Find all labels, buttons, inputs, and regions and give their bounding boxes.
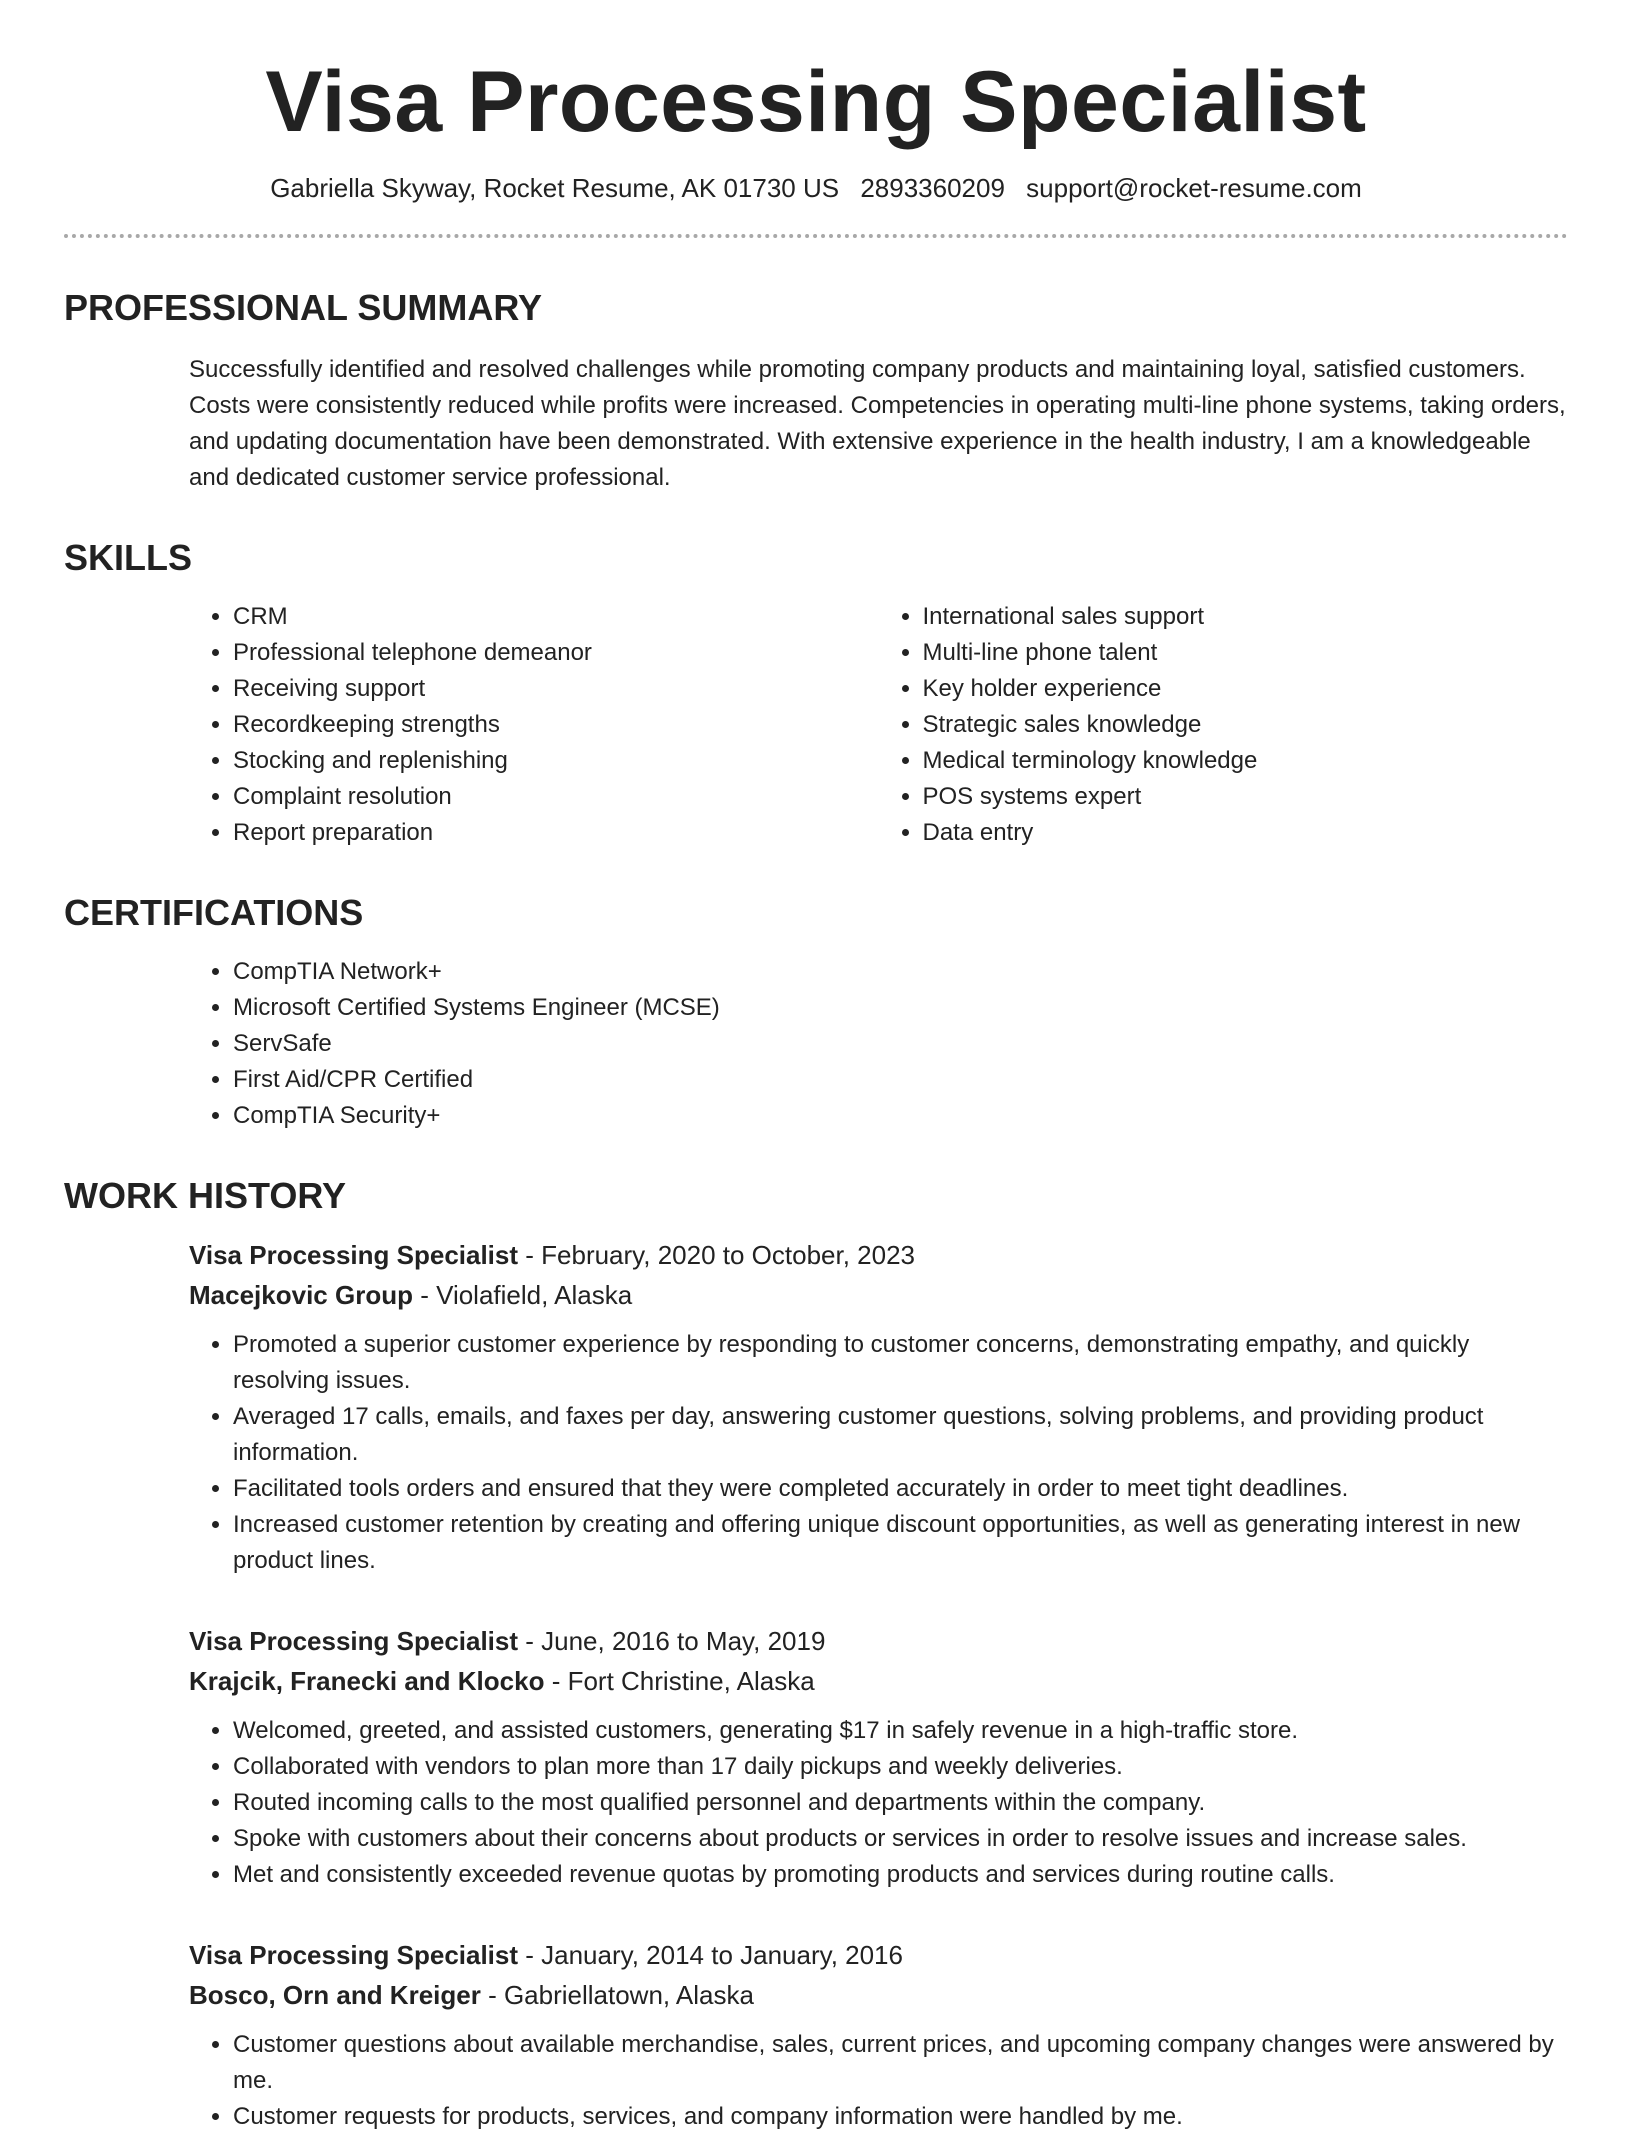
resume-header bbox=[64, 0, 1568, 204]
summary-heading: PROFESSIONAL SUMMARY bbox=[64, 287, 543, 329]
job-location: - Fort Christine, Alaska bbox=[544, 1666, 815, 1697]
job-company: Bosco, Orn and Kreiger bbox=[189, 1980, 481, 2011]
job-bullet: • Customer requests for products, services, and company information were handled by me. bbox=[233, 2099, 1568, 2135]
contact-email: support@rocket-resume.com bbox=[1026, 173, 1362, 204]
certifications-list bbox=[189, 954, 1568, 1134]
job-location: - Gabriellatown, Alaska bbox=[480, 1980, 754, 2011]
header-divider bbox=[64, 234, 1568, 238]
skill-item: • Multi-line phone talent bbox=[923, 635, 1569, 671]
job-bullet: • Met and consistently exceeded revenue quotas by promoting products and services during routine calls. bbox=[233, 1857, 1568, 1893]
certification-item: • First Aid/CPR Certified bbox=[233, 1062, 1568, 1098]
job-dates: - February, 2020 to October, 2023 bbox=[518, 1240, 916, 1271]
job-bullet: • Promoted a superior customer experience by responding to customer concerns, demonstrating empathy, and quickly resolving issues. bbox=[233, 1327, 1568, 1399]
job-company: Krajcik, Franecki and Klocko bbox=[189, 1666, 545, 1697]
skill-item: • Recordkeeping strengths bbox=[233, 707, 879, 743]
certification-item: • CompTIA Network+ bbox=[233, 954, 1568, 990]
job-title-line bbox=[189, 1235, 1568, 1275]
job-title-line bbox=[189, 1621, 1568, 1661]
job-role: Visa Processing Specialist bbox=[189, 1626, 519, 1657]
job-dates: - June, 2016 to May, 2019 bbox=[518, 1626, 826, 1657]
job-company-line bbox=[189, 1661, 1568, 1701]
job-bullet: • Increased customer retention by creating and offering unique discount opportunities, as well as generating interest in new product lines. bbox=[233, 1507, 1568, 1579]
contact-address: Gabriella Skyway, Rocket Resume, AK 01730 US bbox=[270, 173, 840, 204]
job-dates: - January, 2014 to January, 2016 bbox=[518, 1940, 903, 1971]
certifications-heading: CERTIFICATIONS bbox=[64, 891, 364, 933]
skills-heading: SKILLS bbox=[64, 536, 193, 578]
skill-item: • Receiving support bbox=[233, 671, 879, 707]
job-entry bbox=[189, 1235, 1568, 1579]
skill-item: • Medical terminology knowledge bbox=[923, 743, 1569, 779]
skill-item: • CRM bbox=[233, 599, 879, 635]
summary-section bbox=[64, 286, 1568, 495]
job-bullets bbox=[189, 1327, 1568, 1579]
skill-item: • Key holder experience bbox=[923, 671, 1569, 707]
job-company: Macejkovic Group bbox=[189, 1280, 413, 1311]
skills-left-column bbox=[189, 599, 879, 851]
job-title-line bbox=[189, 1935, 1568, 1975]
job-entry bbox=[189, 1935, 1568, 2135]
certification-item: • Microsoft Certified Systems Engineer (MCSE) bbox=[233, 990, 1568, 1026]
contact-phone: 2893360209 bbox=[860, 173, 1005, 204]
skill-item: • Data entry bbox=[923, 815, 1569, 851]
skills-section bbox=[64, 536, 1568, 851]
job-role: Visa Processing Specialist bbox=[189, 1940, 519, 1971]
certifications-bullets bbox=[189, 954, 1568, 1134]
job-bullet: • Customer questions about available merchandise, sales, current prices, and upcoming company changes were answered by me. bbox=[233, 2027, 1568, 2099]
skills-columns bbox=[189, 599, 1568, 851]
job-bullet: • Collaborated with vendors to plan more than 17 daily pickups and weekly deliveries. bbox=[233, 1749, 1568, 1785]
skill-item: • Strategic sales knowledge bbox=[923, 707, 1569, 743]
job-bullets bbox=[189, 1713, 1568, 1893]
skill-item: • Professional telephone demeanor bbox=[233, 635, 879, 671]
job-bullet: • Welcomed, greeted, and assisted customers, generating $17 in safely revenue in a high-traffic store. bbox=[233, 1713, 1568, 1749]
work-history-heading: WORK HISTORY bbox=[64, 1175, 347, 1217]
certifications-section bbox=[64, 891, 1568, 1134]
job-company-line bbox=[189, 1275, 1568, 1315]
skills-right-column bbox=[879, 599, 1569, 851]
skill-item: • POS systems expert bbox=[923, 779, 1569, 815]
work-history-section bbox=[64, 1174, 1568, 2135]
job-bullet: • Facilitated tools orders and ensured that they were completed accurately in order to meet tight deadlines. bbox=[233, 1471, 1568, 1507]
skill-item: • International sales support bbox=[923, 599, 1569, 635]
summary-text: Successfully identified and resolved challenges while promoting company products and maintaining loyal, satisfied customers. Costs were consistently reduced while profits were increased. Competencies in operating multi-line phone systems, taking orders, and updating documentation have been demonstrated. With extensive experience in the health industry, I am a knowledgeable and dedicated customer service professional. bbox=[189, 355, 1566, 491]
job-location: - Violafield, Alaska bbox=[412, 1280, 633, 1311]
job-bullet: • Spoke with customers about their concerns about products or services in order to resolve issues and increase sales. bbox=[233, 1821, 1568, 1857]
job-entry bbox=[189, 1621, 1568, 1893]
job-bullets bbox=[189, 2027, 1568, 2135]
job-company-line bbox=[189, 1975, 1568, 2015]
skill-item: • Report preparation bbox=[233, 815, 879, 851]
job-role: Visa Processing Specialist bbox=[189, 1240, 519, 1271]
contact-line bbox=[64, 173, 1568, 204]
candidate-title: Visa Processing Specialist bbox=[265, 54, 1367, 150]
job-bullet: • Routed incoming calls to the most qualified personnel and departments within the company. bbox=[233, 1785, 1568, 1821]
work-history-list bbox=[189, 1235, 1568, 2135]
certification-item: • CompTIA Security+ bbox=[233, 1098, 1568, 1134]
skill-item: • Complaint resolution bbox=[233, 779, 879, 815]
certification-item: • ServSafe bbox=[233, 1026, 1568, 1062]
job-bullet: • Averaged 17 calls, emails, and faxes per day, answering customer questions, solving problems, and providing product information. bbox=[233, 1399, 1568, 1471]
skill-item: • Stocking and replenishing bbox=[233, 743, 879, 779]
